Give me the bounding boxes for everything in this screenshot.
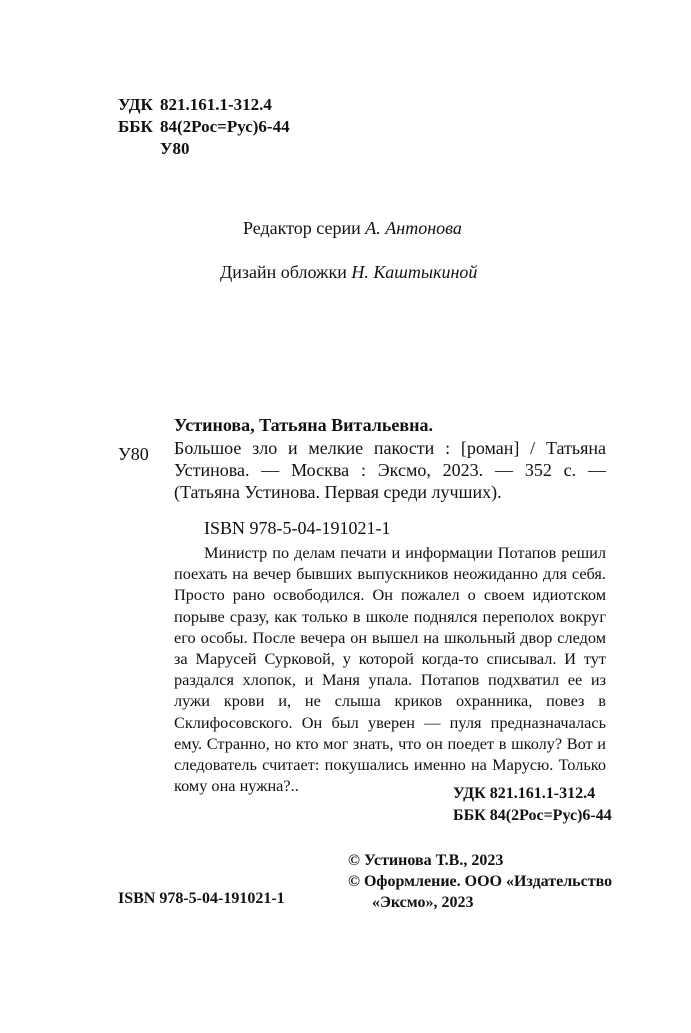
- author-mark-row: [118, 138, 290, 160]
- series-editor-credit: [243, 218, 462, 239]
- copyright-author: © Устинова Т.В., 2023: [348, 852, 504, 869]
- udk-row: [118, 94, 290, 116]
- footer-udk: УДК 821.161.1-312.4: [453, 785, 596, 802]
- cover-design-credit: [220, 262, 477, 283]
- classification-block: [118, 94, 290, 160]
- cover-design-name: Н. Каштыкиной: [351, 262, 478, 282]
- cover-design-prefix: Дизайн обложки: [220, 262, 347, 282]
- udk-label: УДК: [118, 95, 153, 114]
- footer-codes: [453, 783, 612, 827]
- record-isbn: ISBN 978-5-04-191021-1: [204, 518, 391, 538]
- copyright-design-line2: «Эксмо», 2023: [372, 894, 474, 911]
- copyright-design-line1: © Оформление. ООО «Издательство: [348, 873, 613, 890]
- annotation-text: Министр по делам печати и информации Потапов решил поехать на вечер бывших выпускников неожиданно для себя. Просто рано освободился. Он пожалел о своем идиотском порыве сразу, как только в школе поднялся переполох вокруг его особы. После вечера он вышел на школьный двор следом за Марусей Сурковой, у которой когда-то списывал. И тут раздался хлопок, и Маня упала. Потапов подхватил ее из лужи крови и, не слыша криков охранника, повез в Склифосовского. Он был уверен — пуля предназначалась ему. Странно, но кто мог знать, что он поедет в школу? Вот и следователь считает: покушались именно на Марусю. Только кому она нужна?..: [174, 543, 606, 796]
- record-author: Устинова, Татьяна Витальевна.: [174, 415, 433, 435]
- record-author-mark: У80: [118, 444, 149, 464]
- series-editor-prefix: Редактор серии: [243, 218, 361, 238]
- bbk-row: [118, 116, 290, 138]
- annotation: [174, 542, 606, 796]
- footer-isbn: ISBN 978-5-04-191021-1: [118, 890, 285, 907]
- footer-bbk: ББК 84(2Рос=Рус)6-44: [453, 807, 612, 824]
- bbk-label: ББК: [118, 117, 153, 136]
- bibliographic-description: Большое зло и мелкие пакости : [роман] / Татьяна Устинова. — Москва : Эксмо, 2023. — 352 с. — (Татьяна Устинова. Первая среди лучших).: [174, 438, 606, 502]
- bbk-value: 84(2Рос=Рус)6-44: [160, 117, 290, 136]
- udk-value: 821.161.1-312.4: [160, 95, 272, 114]
- series-editor-name: А. Антонова: [365, 218, 462, 238]
- copyright-block: [348, 850, 612, 913]
- author-mark: У80: [160, 139, 190, 158]
